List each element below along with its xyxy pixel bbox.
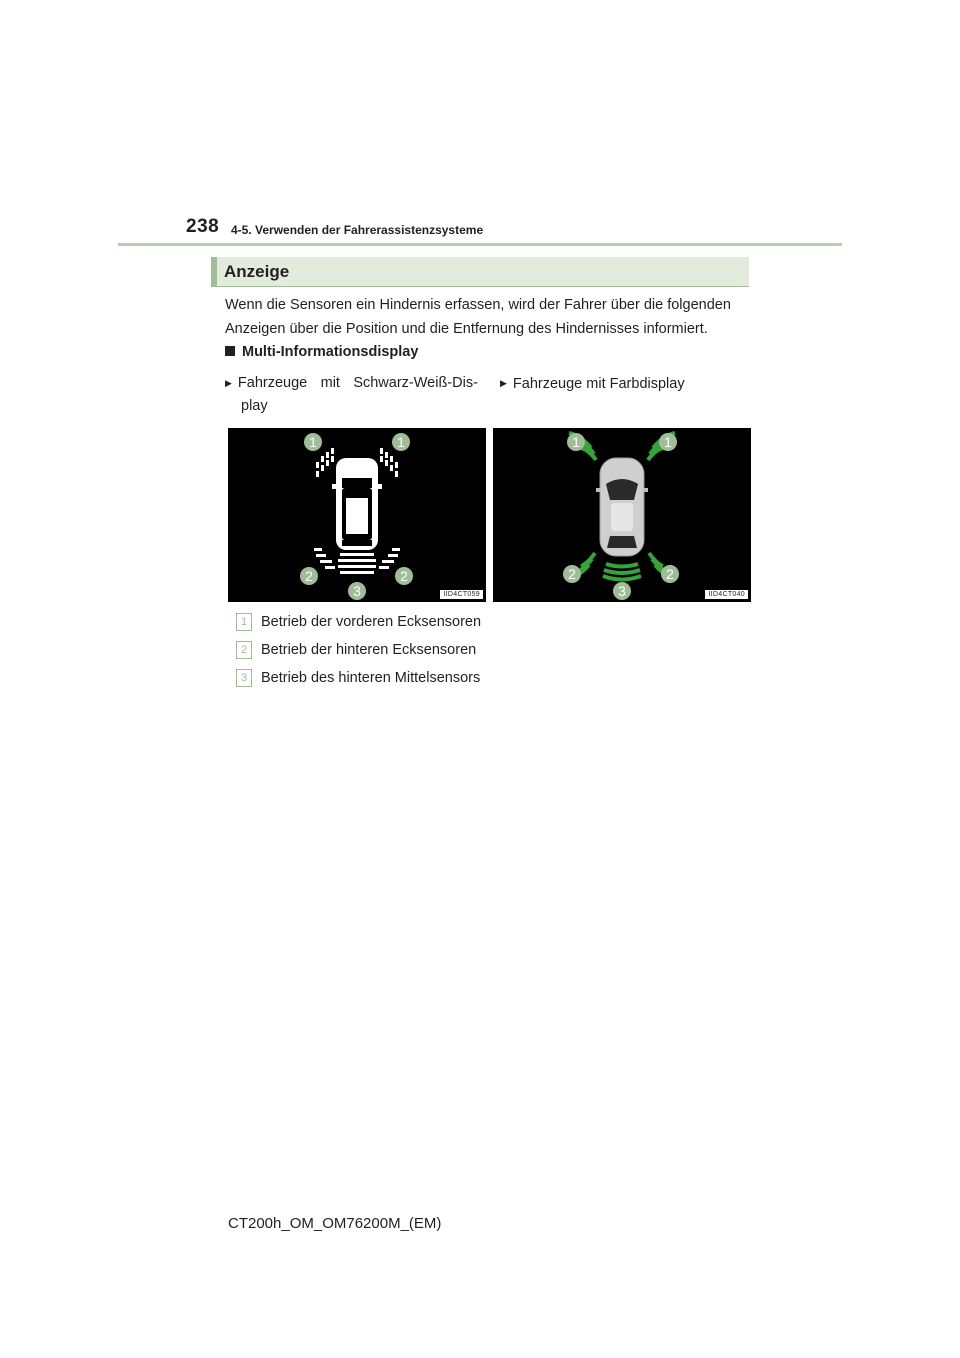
figure-bw-code: IID4CT059 — [440, 590, 483, 599]
variant-bw-text-line1: Fahrzeuge mit Schwarz-Weiß-Dis- — [237, 375, 478, 391]
subheading — [225, 344, 418, 360]
intro-paragraph: Wenn die Sensoren ein Hindernis erfassen, wird der Fahrer über die folgenden Anzeigen über die Position und die Entfernung des Hindernisses informiert. — [225, 297, 731, 337]
bw-rear-left-sensor — [314, 548, 335, 569]
legend-item — [236, 669, 480, 689]
color-rear-center-sensor — [603, 564, 641, 580]
callout-3-rear-center: 3 — [353, 583, 361, 599]
page-number: 238 — [186, 216, 220, 237]
triangle-bullet-icon: ▶ — [500, 378, 507, 388]
triangle-bullet-icon: ▶ — [225, 378, 232, 388]
callout-1-front-left: 1 — [572, 434, 580, 450]
callout-2-rear-right: 2 — [400, 568, 408, 584]
subheading-text: Multi-Informationsdisplay — [242, 344, 419, 360]
legend-text: Betrieb der vorderen Ecksensoren — [261, 614, 482, 630]
bw-front-right-sensor — [380, 448, 398, 477]
legend-item — [236, 641, 476, 661]
bw-rear-center-sensor — [338, 553, 376, 574]
callout-2-rear-left: 2 — [568, 566, 576, 582]
bw-car-icon — [332, 458, 382, 550]
section-heading-bar — [211, 257, 749, 287]
chapter-title: 4-5. Verwenden der Fahrerassistenzsysteme — [231, 223, 484, 237]
legend-item — [236, 613, 481, 633]
header-divider — [118, 243, 842, 246]
bw-display-illustration — [228, 428, 486, 602]
footer-doc-code: CT200h_OM_OM76200M_(EM) — [228, 1215, 442, 1232]
variant-bw-text-line2: play — [241, 398, 268, 414]
color-display-illustration — [493, 428, 751, 602]
legend-number: 1 — [236, 613, 252, 631]
callout-1-front-left: 1 — [309, 434, 317, 450]
callout-3-rear-center: 3 — [618, 583, 626, 599]
bw-rear-right-sensor — [379, 548, 400, 569]
legend-text: Betrieb der hinteren Ecksensoren — [261, 642, 477, 658]
bw-front-left-sensor — [316, 448, 334, 477]
legend-number: 3 — [236, 669, 252, 687]
variant-bw-label — [225, 372, 487, 417]
callout-1-front-right: 1 — [397, 434, 405, 450]
variant-color-text: Fahrzeuge mit Farbdisplay — [512, 376, 685, 392]
figure-color-display — [493, 428, 751, 602]
callout-2-rear-right: 2 — [666, 566, 674, 582]
figure-bw-display — [228, 428, 486, 602]
callout-1-front-right: 1 — [664, 434, 672, 450]
section-title: Anzeige — [224, 262, 290, 281]
figure-color-code: IID4CT040 — [705, 590, 748, 599]
legend-text: Betrieb des hinteren Mittelsensors — [261, 670, 481, 686]
legend-number: 2 — [236, 641, 252, 659]
square-bullet-icon — [225, 346, 235, 356]
callout-2-rear-left: 2 — [305, 568, 313, 584]
variant-color-label — [500, 372, 685, 395]
section-accent — [211, 257, 217, 286]
color-car-icon — [596, 458, 648, 556]
